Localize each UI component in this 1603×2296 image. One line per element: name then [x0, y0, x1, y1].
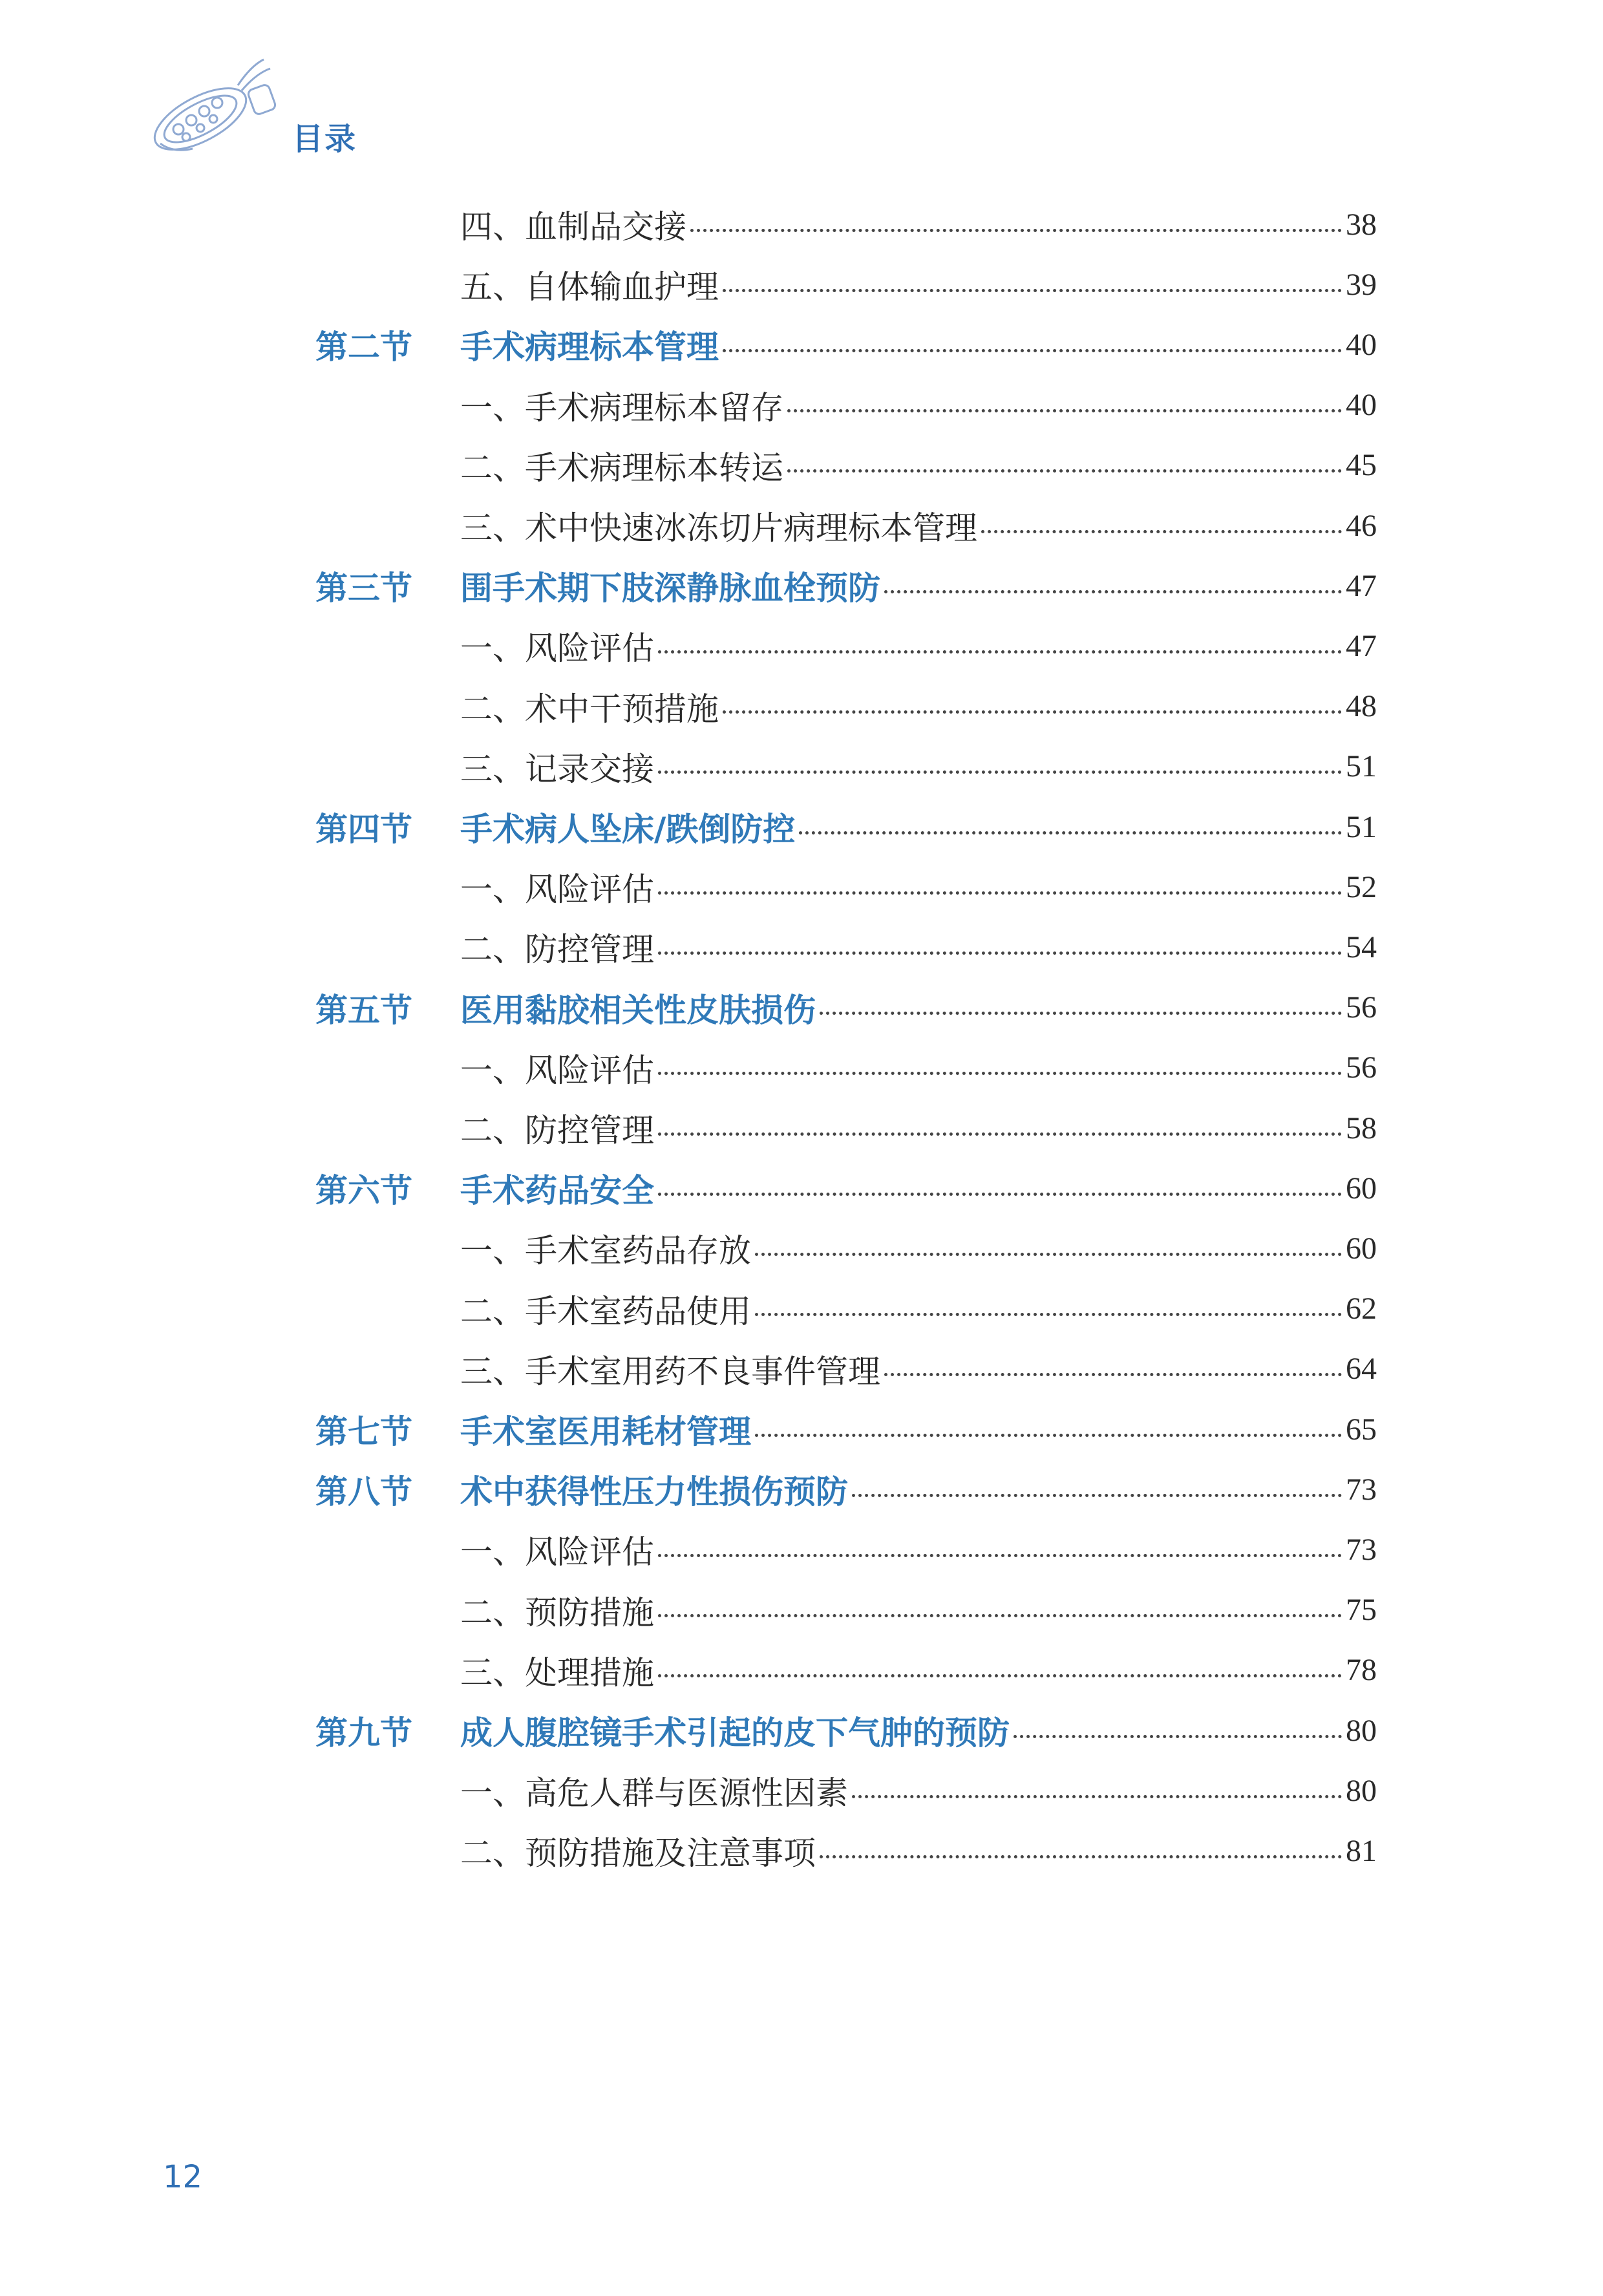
- toc-item-row: [0, 379, 1603, 431]
- toc-section-number: 第五节: [315, 991, 412, 1029]
- toc-entry: [460, 1524, 1377, 1575]
- toc-page-number: 48: [1346, 689, 1377, 724]
- dot-leader: [755, 1253, 1342, 1256]
- dot-leader: [658, 650, 1342, 654]
- toc-entry: [460, 1283, 1377, 1335]
- toc-item-row: [0, 198, 1603, 250]
- toc-entry: [460, 741, 1377, 792]
- toc-entry: [460, 1042, 1377, 1094]
- toc-entry-title: 手术病理标本管理: [460, 328, 719, 367]
- toc-item-row: [0, 1102, 1603, 1154]
- toc-page-number: 73: [1346, 1472, 1377, 1507]
- toc-entry: [460, 1162, 1377, 1214]
- toc-item-row: [0, 741, 1603, 792]
- toc-item-row: [0, 1283, 1603, 1335]
- dot-leader: [884, 590, 1342, 593]
- toc-entry-title: 一、手术室药品存放: [460, 1232, 751, 1270]
- dot-leader: [787, 469, 1342, 473]
- toc-entry: [460, 440, 1377, 491]
- toc-page-number: 81: [1346, 1833, 1377, 1868]
- dot-leader: [658, 771, 1342, 774]
- toc-page-number: 58: [1346, 1111, 1377, 1145]
- dot-leader: [690, 229, 1342, 232]
- toc-item-row: [0, 1343, 1603, 1395]
- toc-entry: [460, 1222, 1377, 1274]
- toc-entry-title: 术中获得性压力性损伤预防: [460, 1473, 848, 1511]
- toc-header-title: 目录: [292, 121, 357, 157]
- toc-item-row: [0, 620, 1603, 672]
- toc-section-number: 第九节: [315, 1714, 412, 1752]
- toc-item-row: [0, 1222, 1603, 1274]
- page-number: 12: [163, 2159, 203, 2195]
- toc-page-number: 80: [1346, 1773, 1377, 1808]
- toc-entry-title: 二、手术室药品使用: [460, 1292, 751, 1330]
- toc-item-row: [0, 681, 1603, 732]
- toc-page-number: 56: [1346, 1050, 1377, 1085]
- toc-section-row: [0, 1705, 1603, 1756]
- toc-page-number: 51: [1346, 809, 1377, 844]
- toc-entry-title: 二、防控管理: [460, 931, 654, 969]
- toc-entry-title: 医用黏胶相关性皮肤损伤: [460, 991, 816, 1029]
- toc-section-row: [0, 1463, 1603, 1515]
- toc-section-row: [0, 982, 1603, 1034]
- toc-section-row: [0, 801, 1603, 853]
- toc-page-number: 46: [1346, 508, 1377, 543]
- toc-item-row: [0, 440, 1603, 491]
- dot-leader: [852, 1795, 1342, 1798]
- toc-entry: [460, 1584, 1377, 1636]
- dot-leader: [658, 951, 1342, 955]
- toc-entry: [460, 681, 1377, 732]
- toc-section-row: [0, 1403, 1603, 1455]
- toc-page-number: 75: [1346, 1593, 1377, 1628]
- toc-page-number: 40: [1346, 327, 1377, 362]
- dot-leader: [1014, 1735, 1342, 1738]
- toc-entry-title: 二、手术病理标本转运: [460, 449, 783, 487]
- toc-entry: [460, 620, 1377, 672]
- toc-section-number: 第六节: [315, 1172, 412, 1210]
- toc-entry: [460, 1463, 1377, 1515]
- toc-entry-title: 成人腹腔镜手术引起的皮下气肿的预防: [460, 1714, 1010, 1752]
- toc-page-number: 40: [1346, 388, 1377, 423]
- toc-section-row: [0, 560, 1603, 611]
- dot-leader: [658, 1554, 1342, 1557]
- toc-page-number: 56: [1346, 990, 1377, 1025]
- toc-entry: [460, 1403, 1377, 1455]
- toc-entry-title: 二、预防措施及注意事项: [460, 1834, 816, 1873]
- dot-leader: [658, 891, 1342, 895]
- toc-page-number: 38: [1346, 207, 1377, 242]
- toc-entry: [460, 319, 1377, 370]
- dot-leader: [787, 409, 1342, 412]
- toc-entry: [460, 1102, 1377, 1154]
- dot-leader: [723, 349, 1342, 352]
- toc-section-number: 第二节: [315, 328, 412, 367]
- dot-leader: [755, 1434, 1342, 1437]
- toc-page-number: 51: [1346, 749, 1377, 784]
- toc-entry-title: 三、手术室用药不良事件管理: [460, 1352, 880, 1390]
- toc-page-number: 52: [1346, 869, 1377, 904]
- toc-entry-title: 一、风险评估: [460, 871, 654, 909]
- toc-page-number: 39: [1346, 267, 1377, 302]
- toc-page-number: 73: [1346, 1532, 1377, 1567]
- toc-item-row: [0, 1042, 1603, 1094]
- dot-leader: [799, 831, 1342, 834]
- toc-page-number: 47: [1346, 628, 1377, 663]
- toc-entry: [460, 801, 1377, 853]
- toc-entry-title: 二、术中干预措施: [460, 690, 719, 728]
- toc-entry-title: 一、风险评估: [460, 1051, 654, 1089]
- toc-entry: [460, 560, 1377, 611]
- toc-entry-title: 一、高危人群与医源性因素: [460, 1774, 848, 1812]
- toc-page-number: 45: [1346, 448, 1377, 483]
- toc-entry-title: 一、风险评估: [460, 630, 654, 668]
- dot-leader: [658, 1674, 1342, 1677]
- toc-entry-title: 二、预防措施: [460, 1593, 654, 1632]
- toc-entry: [460, 1765, 1377, 1816]
- toc-entry: [460, 921, 1377, 973]
- toc-entry-title: 二、防控管理: [460, 1112, 654, 1149]
- toc-item-row: [0, 1765, 1603, 1816]
- toc-page-number: 64: [1346, 1352, 1377, 1387]
- toc-entry-title: 三、处理措施: [460, 1653, 654, 1692]
- toc-section-number: 第八节: [315, 1473, 412, 1511]
- toc-entry: [460, 379, 1377, 431]
- toc-entry-title: 五、自体输血护理: [460, 268, 719, 306]
- toc-section-row: [0, 319, 1603, 370]
- toc-page-number: 65: [1346, 1412, 1377, 1447]
- toc-section-number: 第四节: [315, 811, 412, 848]
- toc-entry-title: 三、术中快速冰冻切片病理标本管理: [460, 509, 977, 547]
- toc-entry: [460, 1825, 1377, 1876]
- toc-item-row: [0, 921, 1603, 973]
- toc-entry-title: 一、风险评估: [460, 1533, 654, 1571]
- toc-section-number: 第七节: [315, 1413, 412, 1451]
- dot-leader: [884, 1373, 1342, 1376]
- toc-page-number: 60: [1346, 1231, 1377, 1266]
- toc-entry: [460, 1644, 1377, 1696]
- toc-item-row: [0, 1644, 1603, 1696]
- dot-leader: [723, 710, 1342, 714]
- dot-leader: [755, 1313, 1342, 1316]
- dot-leader: [658, 1193, 1342, 1196]
- toc-entry: [460, 259, 1377, 310]
- toc-item-row: [0, 861, 1603, 913]
- toc-page-number: 80: [1346, 1713, 1377, 1748]
- toc-entry-title: 手术室医用耗材管理: [460, 1413, 751, 1451]
- toc-entry: [460, 861, 1377, 913]
- toc-entry: [460, 1705, 1377, 1756]
- toc-page-number: 60: [1346, 1171, 1377, 1206]
- toc-item-row: [0, 1584, 1603, 1636]
- dot-leader: [820, 1855, 1342, 1858]
- toc-item-row: [0, 259, 1603, 310]
- toc-entry: [460, 982, 1377, 1034]
- toc-page-number: 54: [1346, 930, 1377, 964]
- dot-leader: [981, 530, 1342, 533]
- toc-entry-title: 一、手术病理标本留存: [460, 388, 783, 427]
- toc-entry-title: 三、记录交接: [460, 750, 654, 788]
- toc-section-row: [0, 1162, 1603, 1214]
- toc-section-number: 第三节: [315, 569, 412, 608]
- dot-leader: [852, 1494, 1342, 1497]
- dot-leader: [820, 1012, 1342, 1015]
- toc-entry-title: 四、血制品交接: [460, 208, 686, 246]
- dot-leader: [723, 289, 1342, 292]
- toc-item-row: [0, 1825, 1603, 1876]
- dot-leader: [658, 1614, 1342, 1617]
- toc-entry: [460, 500, 1377, 551]
- toc-entry-title: 手术病人坠床/跌倒防控: [460, 811, 796, 848]
- toc-page-number: 62: [1346, 1292, 1377, 1326]
- toc-item-row: [0, 500, 1603, 551]
- toc-entry-title: 手术药品安全: [460, 1172, 654, 1210]
- toc-entry: [460, 198, 1377, 250]
- toc-page-number: 47: [1346, 568, 1377, 603]
- dot-leader: [658, 1072, 1342, 1075]
- toc-entry: [460, 1343, 1377, 1395]
- dot-leader: [658, 1132, 1342, 1136]
- toc-entry-title: 围手术期下肢深静脉血栓预防: [460, 569, 880, 608]
- toc-page-number: 78: [1346, 1653, 1377, 1688]
- toc-item-row: [0, 1524, 1603, 1575]
